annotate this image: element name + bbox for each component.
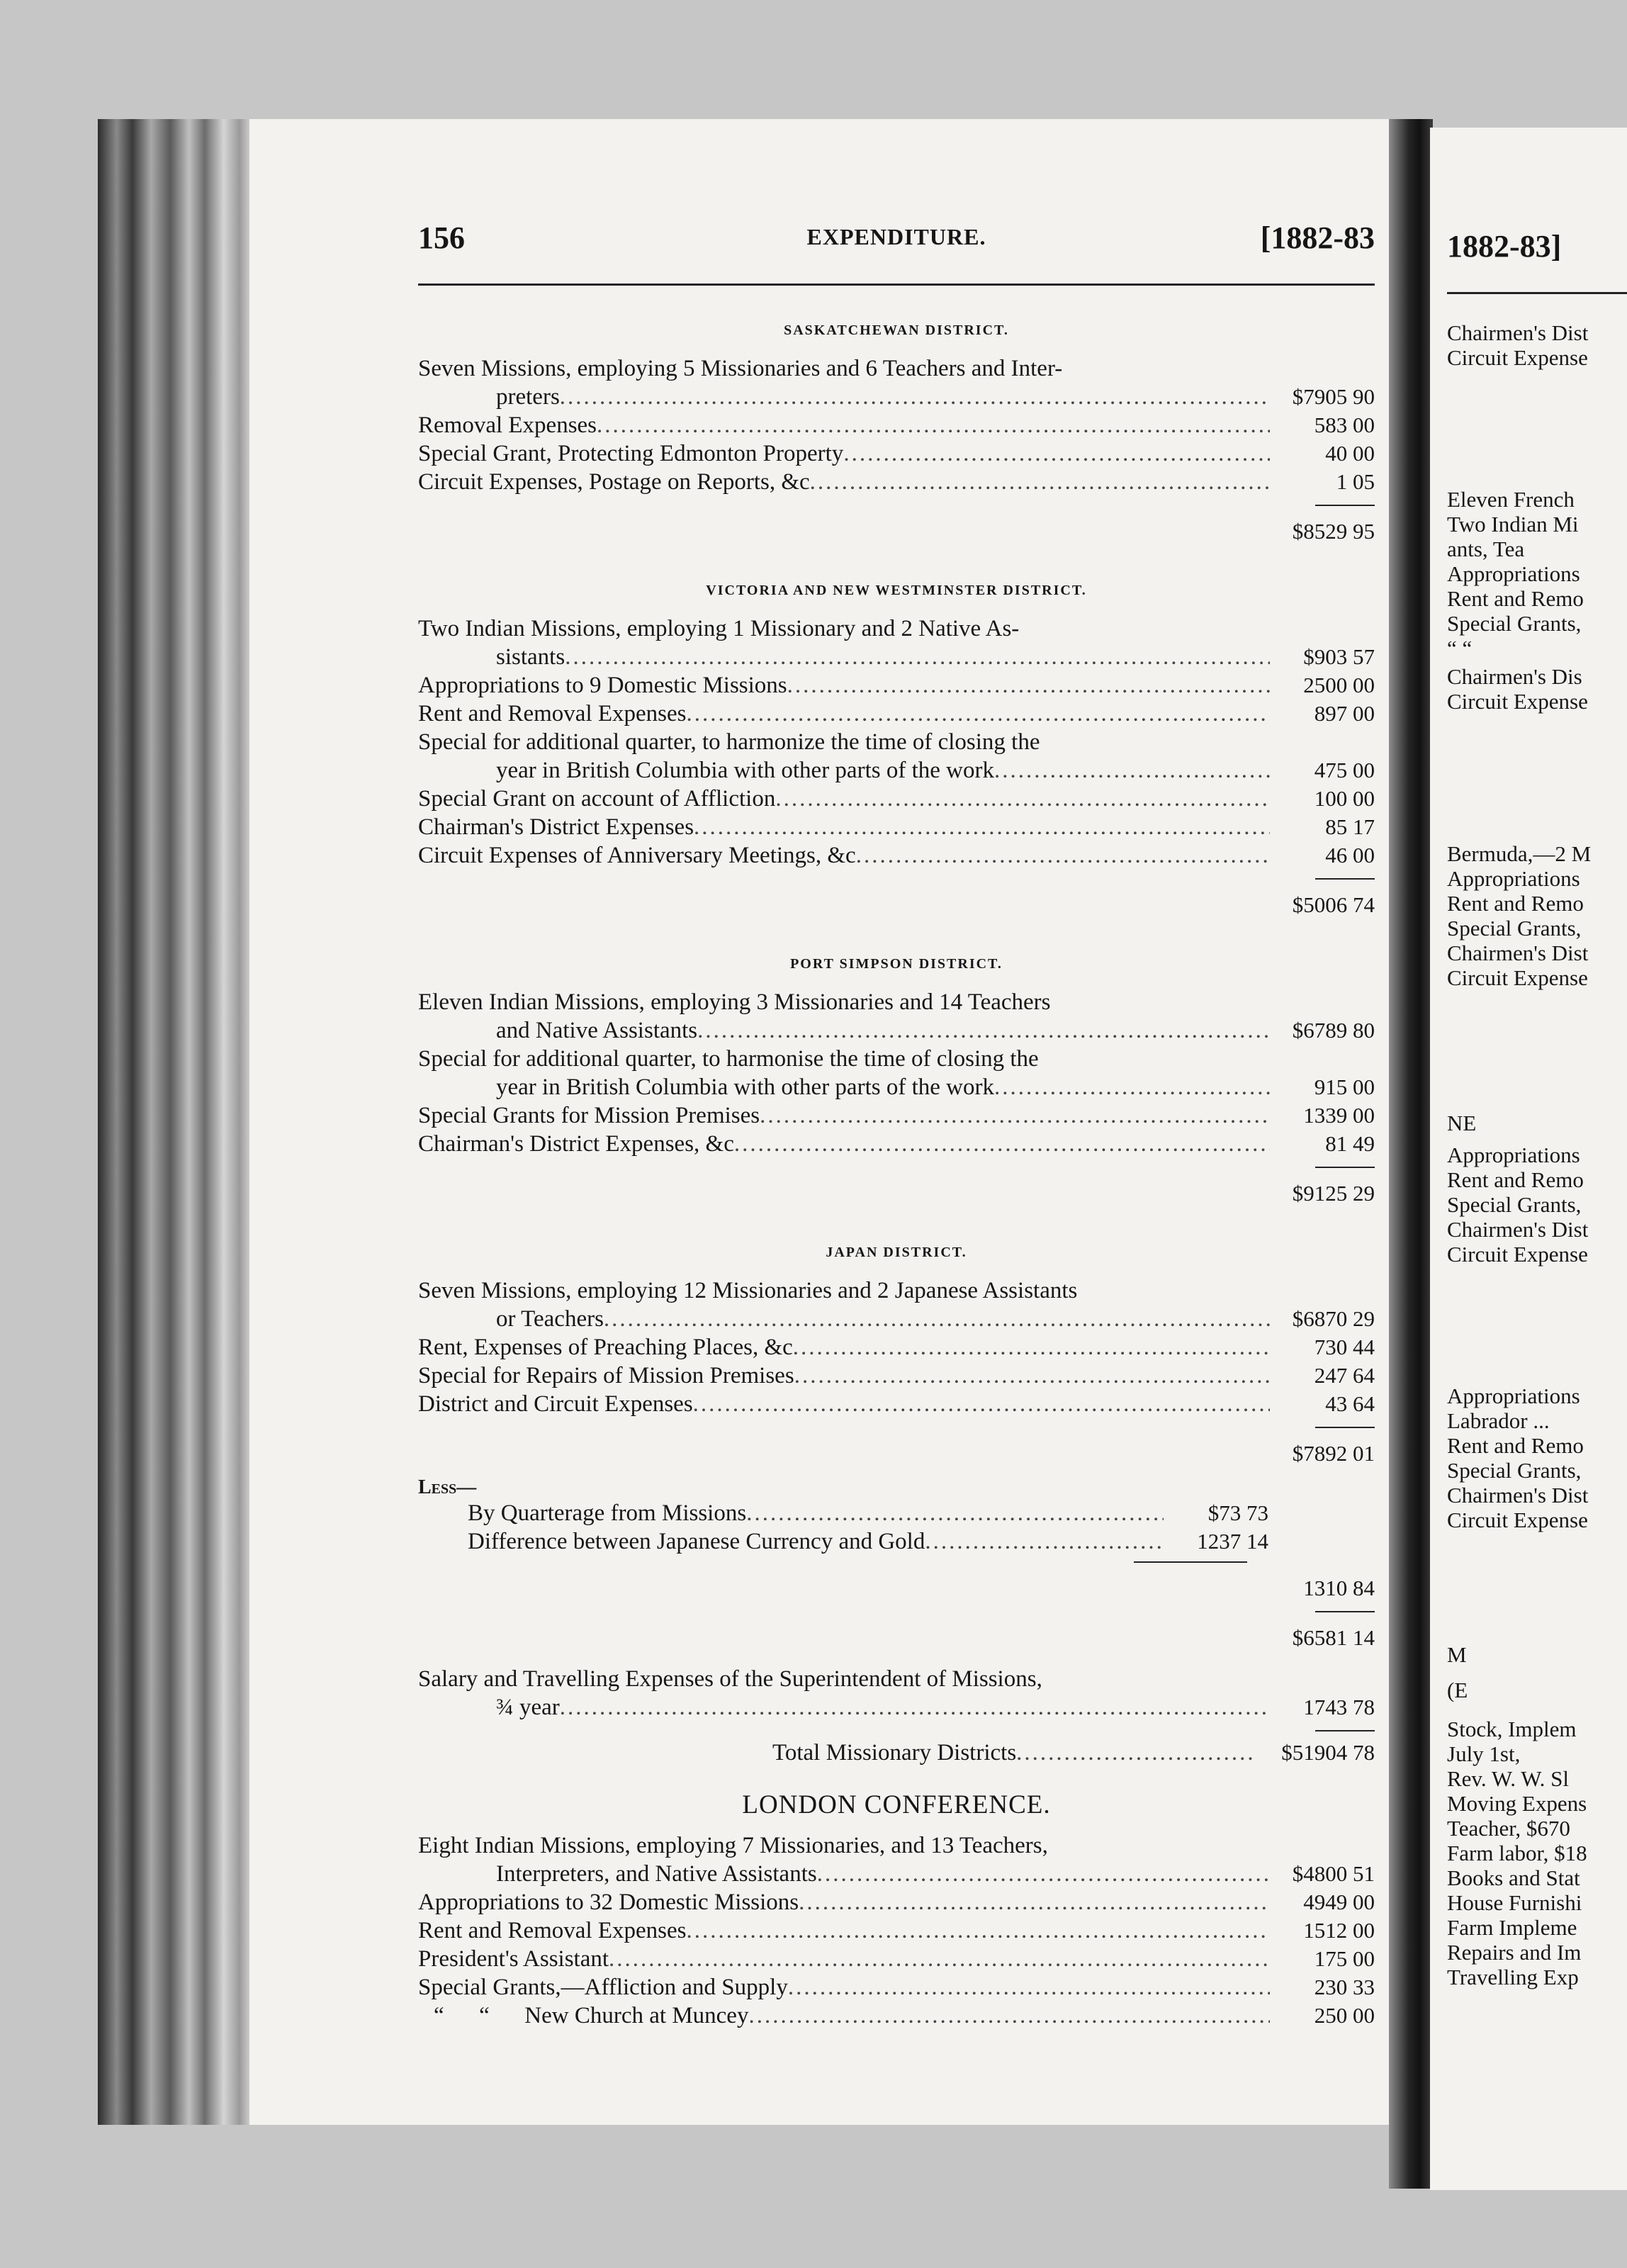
row-amount: $903 57	[1303, 644, 1375, 669]
right-page	[1430, 128, 1627, 2190]
total-missionary-row	[418, 1739, 1375, 1767]
right-page-line: Appropriations	[1447, 866, 1580, 891]
ledger-row	[418, 671, 1375, 700]
ledger-row	[418, 813, 1375, 841]
ledger-row	[418, 1101, 1375, 1130]
row-label: year in British Columbia with other parts of the work	[496, 1074, 994, 1100]
entry-line: Special for additional quarter, to harmonise the time of closing the	[418, 1046, 1039, 1072]
right-page-line: Rent and Remo	[1447, 586, 1584, 611]
row-amount: 175 00	[1314, 1946, 1375, 1971]
page-content	[418, 220, 1375, 2030]
row-amount: 1512 00	[1303, 1918, 1375, 1943]
right-page-line: Two Indian Mi	[1447, 512, 1579, 537]
right-page-line: Chairmen's Dist	[1447, 1217, 1589, 1242]
ledger-row	[418, 411, 1375, 439]
row-amount: 897 00	[1314, 701, 1375, 726]
section-title-port-simpson: PORT SIMPSON DISTRICT.	[790, 956, 1003, 972]
right-page-line: Special Grants,	[1447, 1458, 1582, 1483]
row-label: Interpreters, and Native Assistants	[496, 1861, 817, 1887]
right-page-line: Special Grants,	[1447, 916, 1582, 941]
sum-rule	[1315, 1167, 1375, 1168]
header-rule	[418, 284, 1375, 286]
row-label: Chairman's District Expenses	[418, 814, 694, 840]
ledger-row	[418, 1130, 1375, 1158]
sum-rule	[1315, 1427, 1375, 1428]
right-page-line: Chairmen's Dist	[1447, 941, 1589, 965]
row-amount: $6870 29	[1292, 1306, 1375, 1331]
ledger-row	[418, 1362, 1375, 1390]
sum-rule	[1315, 878, 1375, 880]
right-page-line: Circuit Expense	[1447, 345, 1588, 370]
right-page-line: Circuit Expense	[1447, 1508, 1588, 1532]
row-label: District and Circuit Expenses	[418, 1391, 693, 1417]
right-page-line: ants, Tea	[1447, 537, 1525, 561]
row-label: sistants	[496, 644, 565, 670]
right-page-line: Rent and Remo	[1447, 1167, 1584, 1192]
running-header	[418, 220, 1375, 268]
right-page-header: 1882-83]	[1447, 229, 1562, 264]
row-amount: 1339 00	[1303, 1103, 1375, 1128]
row-label: Circuit Expenses of Anniversary Meetings, &c	[418, 843, 856, 868]
right-page-line: Teacher, $670	[1447, 1816, 1570, 1841]
entry-line: Eight Indian Missions, employing 7 Missionaries, and 13 Teachers,	[418, 1833, 1048, 1858]
row-amount: 475 00	[1314, 758, 1375, 782]
right-page-line: House Furnishi	[1447, 1890, 1582, 1915]
right-page-line: Labrador ...	[1447, 1408, 1550, 1433]
row-label: By Quarterage from Missions	[468, 1500, 747, 1526]
row-label: Special Grant on account of Affliction	[418, 786, 776, 812]
right-page-line: Travelling Exp	[1447, 1965, 1579, 1989]
right-page-line: M	[1447, 1642, 1467, 1667]
row-label: or Teachers	[496, 1306, 604, 1332]
section-total: $8529 95	[1292, 519, 1375, 544]
row-label: Special Grants for Mission Premises	[418, 1103, 760, 1128]
section-total: $9125 29	[1292, 1181, 1375, 1206]
row-amount: 1237 14	[1197, 1529, 1268, 1554]
entry-line: Eleven Indian Missions, employing 3 Missionaries and 14 Teachers	[418, 989, 1051, 1015]
row-amount: 4949 00	[1303, 1890, 1375, 1914]
row-amount: $73 73	[1207, 1500, 1268, 1525]
less-label: Less—	[418, 1476, 477, 1498]
ledger-row	[418, 383, 1375, 411]
right-page-line: (E	[1447, 1678, 1468, 1702]
right-page-line: Appropriations	[1447, 561, 1580, 586]
section-title-saskatchewan: SASKATCHEWAN DISTRICT.	[784, 322, 1009, 338]
row-label: Appropriations to 9 Domestic Missions	[418, 673, 787, 698]
ledger-row	[418, 1860, 1375, 1888]
right-page-line: Repairs and Im	[1447, 1940, 1582, 1965]
right-page-line: Bermuda,—2 M	[1447, 841, 1592, 866]
right-header-rule	[1447, 292, 1627, 294]
row-amount: 250 00	[1314, 2003, 1375, 2028]
page-edges	[98, 119, 255, 2125]
ledger-row	[418, 1527, 1375, 1556]
row-label: Special Grants,—Affliction and Supply	[418, 1975, 788, 2000]
row-amount: 85 17	[1325, 814, 1375, 839]
right-page-line: Chairmen's Dis	[1447, 664, 1582, 689]
ledger-row	[418, 1693, 1375, 1722]
right-page-line: NE	[1447, 1111, 1477, 1135]
right-page-line: Chairmen's Dist	[1447, 1483, 1589, 1508]
right-page-line: Eleven French	[1447, 487, 1575, 512]
right-page-line: Rev. W. W. Sl	[1447, 1766, 1569, 1791]
row-amount: $4800 51	[1292, 1861, 1375, 1886]
sum-rule	[1315, 1730, 1375, 1731]
ledger-row	[418, 756, 1375, 785]
row-label: “ “ New Church at Muncey	[434, 2003, 749, 2028]
row-label: Special Grant, Protecting Edmonton Property	[418, 441, 844, 466]
row-amount: 40 00	[1325, 441, 1375, 466]
row-amount: 915 00	[1314, 1074, 1375, 1099]
sum-rule	[1315, 1611, 1375, 1612]
page-number: 156	[418, 220, 465, 255]
row-amount: 81 49	[1325, 1131, 1375, 1156]
sum-rule	[1315, 505, 1375, 506]
row-amount: $7905 90	[1292, 384, 1375, 409]
book-gutter	[1389, 119, 1433, 2189]
ledger-row	[418, 1945, 1375, 1973]
page-title: EXPENDITURE.	[806, 224, 986, 249]
section-title-japan: JAPAN DISTRICT.	[826, 1245, 967, 1260]
right-page-line: Moving Expens	[1447, 1791, 1587, 1816]
ledger-row	[418, 1073, 1375, 1101]
row-amount: 1 05	[1336, 469, 1375, 494]
ledger-row	[418, 468, 1375, 496]
ledger-row	[418, 1973, 1375, 2002]
row-label: Removal Expenses	[418, 412, 597, 438]
ledger-row	[418, 1333, 1375, 1362]
row-label: preters	[496, 384, 560, 410]
header-year: [1882-83	[1260, 220, 1375, 255]
row-amount: 583 00	[1314, 412, 1375, 437]
ledger-row	[418, 1499, 1375, 1527]
right-page-line: Special Grants,	[1447, 611, 1582, 636]
row-label: Appropriations to 32 Domestic Missions	[418, 1890, 799, 1915]
row-label: Special for Repairs of Mission Premises	[418, 1363, 794, 1388]
ledger-row	[418, 1016, 1375, 1045]
right-page-line: Farm labor, $18	[1447, 1841, 1587, 1865]
row-amount: 43 64	[1325, 1391, 1375, 1416]
less-rule	[1134, 1561, 1247, 1563]
ledger-row	[418, 1916, 1375, 1945]
row-amount: 730 44	[1314, 1335, 1375, 1359]
row-label: President's Assistant	[418, 1946, 609, 1972]
row-label: Chairman's District Expenses, &c	[418, 1131, 734, 1157]
ledger-row	[418, 643, 1375, 671]
right-page-line: “ “	[1447, 636, 1473, 661]
row-amount: $6789 80	[1292, 1018, 1375, 1043]
section-total: $7892 01	[1292, 1441, 1375, 1466]
row-label: and Native Assistants	[496, 1018, 698, 1043]
row-amount: 230 33	[1314, 1975, 1375, 1999]
right-page-line: Farm Impleme	[1447, 1915, 1577, 1940]
right-page-line: Special Grants,	[1447, 1192, 1582, 1217]
right-page-line: Books and Stat	[1447, 1865, 1580, 1890]
right-page-line: Circuit Expense	[1447, 689, 1588, 714]
ledger-row	[418, 1305, 1375, 1333]
right-page-line: July 1st,	[1447, 1741, 1521, 1766]
right-page-line: Circuit Expense	[1447, 965, 1588, 990]
ledger-row	[418, 1390, 1375, 1418]
entry-line: Salary and Travelling Expenses of the Superintendent of Missions,	[418, 1666, 1042, 1692]
row-label: Total Missionary Districts	[772, 1740, 1017, 1765]
row-label: Rent and Removal Expenses	[418, 1918, 687, 1943]
row-label: Rent and Removal Expenses	[418, 701, 687, 726]
ledger-row	[418, 439, 1375, 468]
ledger-row	[418, 700, 1375, 728]
entry-line: Two Indian Missions, employing 1 Missionary and 2 Native As-	[418, 616, 1020, 641]
right-page-line: Appropriations	[1447, 1383, 1580, 1408]
entry-line: Seven Missions, employing 12 Missionaries and 2 Japanese Assistants	[418, 1278, 1078, 1303]
entry-line: Special for additional quarter, to harmonize the time of closing the	[418, 729, 1040, 755]
section-title-victoria: VICTORIA AND NEW WESTMINSTER DISTRICT.	[706, 583, 1087, 598]
row-amount: 2500 00	[1303, 673, 1375, 697]
row-label: year in British Columbia with other parts of the work	[496, 758, 994, 783]
row-label: Difference between Japanese Currency and Gold	[468, 1529, 925, 1554]
ledger-row	[418, 785, 1375, 813]
row-amount: 46 00	[1325, 843, 1375, 868]
entry-line: Seven Missions, employing 5 Missionaries and 6 Teachers and Inter-	[418, 356, 1063, 381]
row-amount: 1743 78	[1303, 1695, 1375, 1719]
section-title-london: LONDON CONFERENCE.	[742, 1790, 1051, 1819]
ledger-row	[418, 841, 1375, 870]
japan-net: $6581 14	[1292, 1625, 1375, 1650]
ledger-row	[418, 1888, 1375, 1916]
right-page-line: Rent and Remo	[1447, 1433, 1584, 1458]
right-page-line: Circuit Expense	[1447, 1242, 1588, 1267]
row-label: Circuit Expenses, Postage on Reports, &c	[418, 469, 810, 495]
row-amount: 247 64	[1314, 1363, 1375, 1388]
row-amount: $51904 78	[1281, 1740, 1375, 1765]
row-label: ¾ year	[496, 1695, 560, 1720]
right-page-line: Chairmen's Dist	[1447, 320, 1589, 345]
row-label: Rent, Expenses of Preaching Places, &c	[418, 1335, 793, 1360]
right-page-line: Rent and Remo	[1447, 891, 1584, 916]
ledger-row	[418, 2002, 1375, 2030]
right-page-line: Stock, Implem	[1447, 1717, 1577, 1741]
section-total: $5006 74	[1292, 892, 1375, 917]
right-page-line: Appropriations	[1447, 1143, 1580, 1167]
less-total: 1310 84	[1303, 1576, 1375, 1600]
row-amount: 100 00	[1314, 786, 1375, 811]
